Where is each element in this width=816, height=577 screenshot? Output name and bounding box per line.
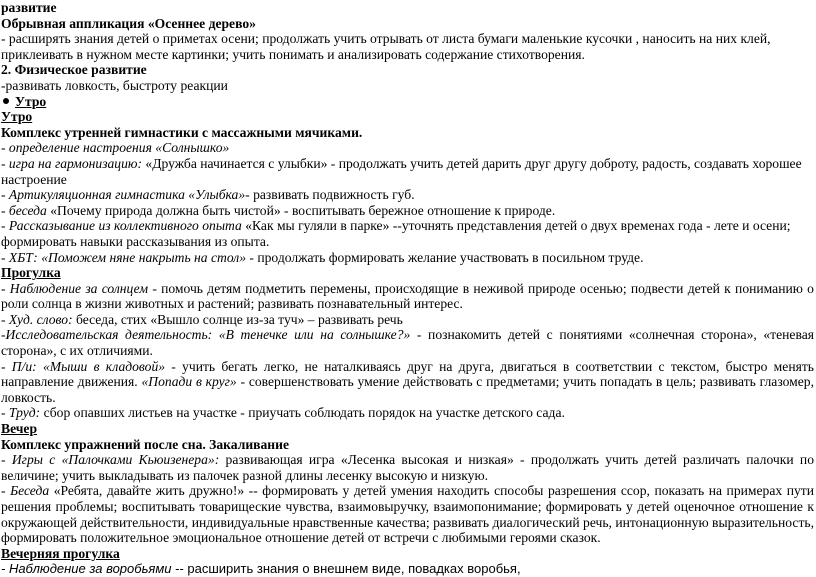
story-text: «Как мы гуляли в парке» --уточнять представления детей о двух временах года - лете и осени; формировать навыки рассказывания из опыта. [1,218,791,249]
sun-line [1,281,814,312]
word-line [1,312,814,328]
talk-line [1,203,814,219]
story-label: - Рассказывание из коллективного опыта [1,218,242,234]
sun-text: - помочь детям подметить перемены, происходящие в неживой природе осенью; подвести детей к пониманию о роли солнца в жизни животных и растений; развивать познавательный интерес. [1,280,814,312]
word-text: беседа, стих «Вышло солнце из-за туч» – развивать речь [72,311,403,327]
hbt-line [1,250,814,266]
research-label: -Исследовательская деятельность: «В тенечке или на солнышке?» [1,327,411,343]
harmony-text: «Дружба начинается с улыбки» - продолжать учить детей дарить друг другу доброту, радость, создавать хорошее настроение [1,155,802,187]
sparrow-line [1,561,814,577]
evening-heading: Вечер [1,421,38,437]
sun-label: - Наблюдение за солнцем [1,280,149,296]
research-line [1,327,814,358]
walk-heading: Прогулка [1,265,61,281]
pi-line [1,359,814,406]
gym-title: Комплекс утренней гимнастики с массажными мячиками. [1,124,363,140]
artic-text: - развивать подвижность губ. [245,187,415,203]
pi-label: - П/и: «Мыши в кладовой» - [1,358,176,374]
harmony-label: - игра на гармонизацию: [1,155,142,171]
artic-line [1,187,814,203]
research-text: - познакомить детей с понятиями «солнечная сторона», «теневая сторона», с их отличиями. [1,327,814,359]
labor-line [1,405,814,421]
conversation-line [1,483,814,545]
conversation-text: «Ребята, давайте жить дружно!» -- формировать у детей умения находить способы разрешения ссор, показать на примерах пути решения проблемы; воспитывать товарищеские чувства, взаимовыручку, взаимопонимание; формировать у детей оценочное отношение к окружающей действительности, индивидуальные нравственные качества; развивать диалогический речь, интонационную выразительность, формировать положительное эмоциональное отношение детей от встречи с любимыми героями сказок. [1,483,814,546]
games-label: - Игры с «Палочками Кьюизенера»: [1,452,220,468]
hbt-text: - продолжать формировать желание участвовать в посильном труде. [246,249,644,265]
sparrow-label: - Наблюдение за воробьями [1,561,172,577]
bullet-icon [3,98,9,104]
games-text: развивающая игра «Лесенка высокая и низкая» - продолжать учить детей различать палочки по величине; учить выкладывать из палочек разной длины лесенку высокую и низкую. [1,452,814,483]
phys-text: -развивать ловкость, быстроту реакции [1,77,228,93]
story-line [1,218,814,249]
mood-line: - определение настроения «Солнышко» [1,140,230,156]
talk-label: - беседа [1,202,47,218]
word-label: - Худ. слово: [1,311,73,327]
labor-label: - Труд: [1,405,41,421]
morning-heading: Утро [1,109,33,125]
pi-text: учить бегать легко, не наталкиваясь друг на друга, двигаться в соответствии с текстом, быстро менять направление движения. [1,358,814,390]
circle-label: «Попади в круг» - [137,374,246,390]
phys-title: 2. Физическое развитие [1,62,147,78]
applique-title: Обрывная аппликация «Осеннее дерево» [1,15,256,31]
hbt-label: - ХБТ: «Поможем няне накрыть на стол» [1,249,247,265]
labor-text: сбор опавших листьев на участке - приучать соблюдать порядок на участке детского сада. [40,405,565,421]
after-sleep-title: Комплекс упражнений после сна. Закаливание [1,436,289,452]
evening-walk-heading: Вечерняя прогулка [1,545,120,561]
sparrow-text: -- расширить знания о внешнем виде, повадках воробья, [171,561,521,577]
conversation-label: - Беседа [1,483,50,499]
bullet-item [1,94,814,110]
games-line [1,452,814,483]
section-heading: развитие [1,0,57,15]
applique-text: - расширять знания детей о приметах осени; продолжать учить отрывать от листа бумаги маленькие кусочки , наносить на них клей, приклеивать в нужном месте картинки; учить понимать и анализировать содержание стихотворения. [1,31,771,62]
harmony-line [1,156,814,187]
talk-text: «Почему природа должна быть чистой» - воспитывать бережное отношение к природе. [46,202,556,218]
artic-label: - Артикуляционная гимнастика «Улыбка» [1,187,246,203]
circle-text: совершенствовать умение действовать с предметами; учить попадать в цель; развивать глазомер, ловкость. [1,374,815,405]
bullet-label: Утро [15,93,47,109]
